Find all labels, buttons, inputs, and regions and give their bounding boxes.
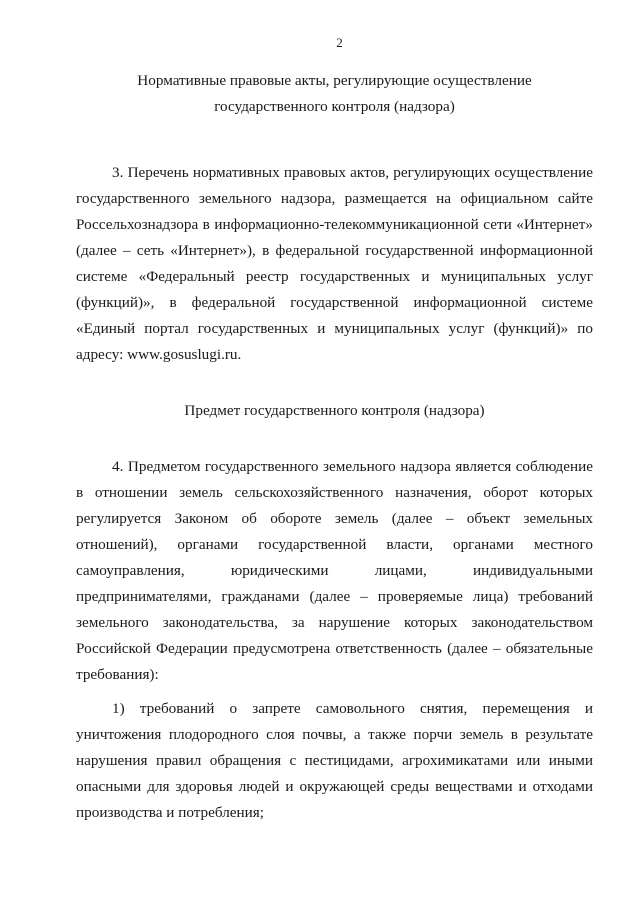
paragraph-4: 4. Предметом государственного земельного надзора является соблюдение в отношении земель сельскохозяйственного назначения, оборот которых регулируется Законом об обороте земель (далее – объект земельных отношений), органами государственной власти, органами местного самоуправления, юридическими лицами, индивидуальными предпринимателями, гражданами (далее – проверяемые лица) требований земельного законодательства, за нарушение которых законодательством Российской Федерации предусмотрена ответственность (далее – обязательные требования): (76, 458, 593, 683)
page-number: 2 (336, 35, 343, 50)
heading-line-1: Нормативные правовые акты, регулирующие осуществление (137, 72, 532, 89)
list-item-1: 1) требований о запрете самовольного снятия, перемещения и уничтожения плодородного слоя почвы, а также порчи земель в результате нарушения правил обращения с пестицидами, агрохимикатами или иными опасными для здоровья людей и окружающей среды веществами и отходами производства и потребления; (76, 700, 593, 821)
section-heading-normative-acts (76, 68, 593, 120)
paragraph-3: 3. Перечень нормативных правовых актов, регулирующих осуществление государственного земельного надзора, размещается на официальном сайте Россельхознадзора в информационно-телекоммуникационной сети «Интернет» (далее – сеть «Интернет»), в федеральной государственной информационной системе «Федеральный реестр государственных и муниципальных услуг (функций)», в федеральной государственной информационной системе «Единый портал государственных и муниципальных услуг (функций)» по адресу: www.gosuslugi.ru. (76, 164, 593, 363)
heading-line-2: государственного контроля (надзора) (214, 98, 455, 115)
section-heading-subject-of-control: Предмет государственного контроля (надзора) (184, 402, 485, 419)
